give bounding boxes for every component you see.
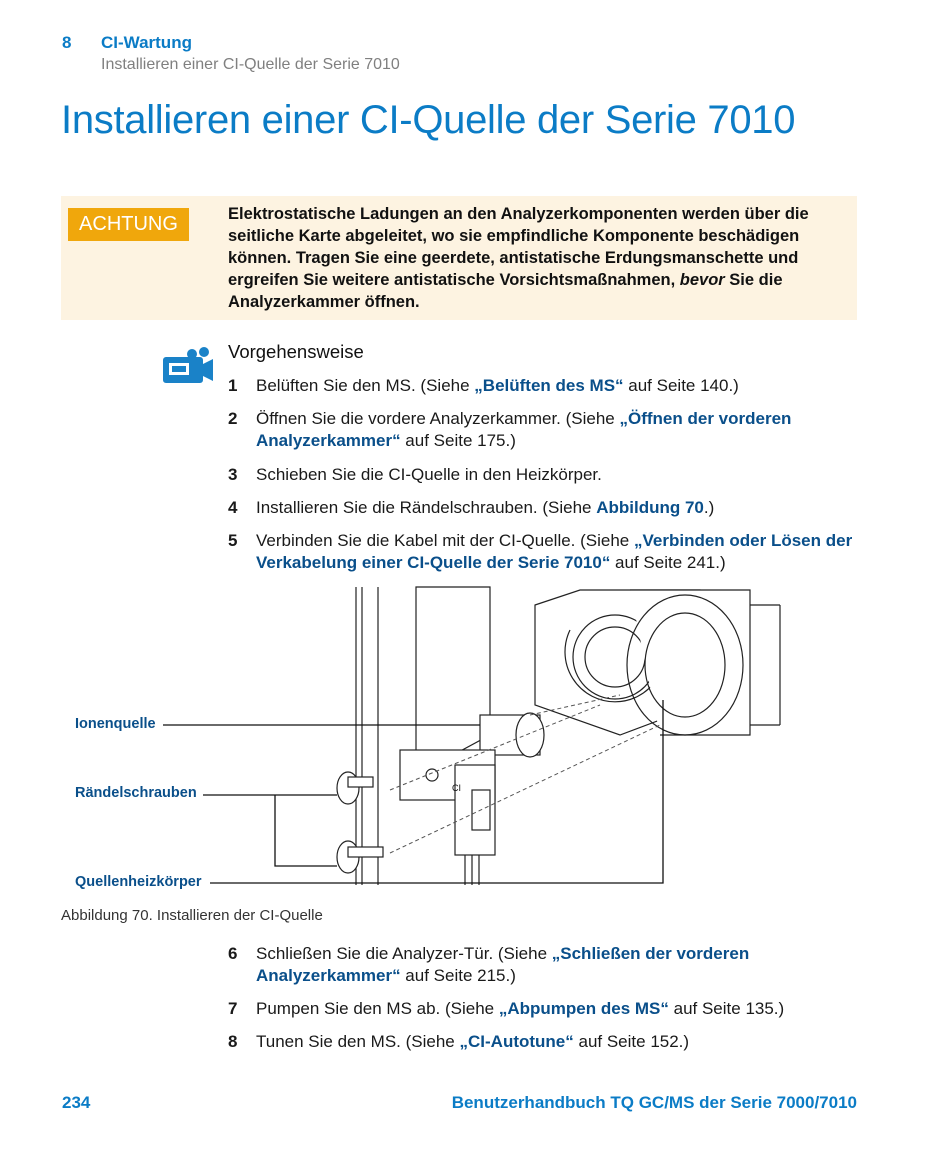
warning-badge: ACHTUNG [68, 208, 189, 241]
step-number: 6 [228, 944, 238, 963]
step-text [256, 497, 868, 519]
cross-reference-link[interactable]: „Öffnen der vorderen Analyzerkammer“ [256, 409, 792, 450]
step-text-post: auf Seite 135.) [668, 999, 785, 1018]
step-text [256, 375, 868, 397]
page-number: 234 [62, 1093, 91, 1112]
procedure-step [228, 408, 868, 452]
step-number: 1 [228, 376, 238, 395]
cross-reference-link[interactable]: „Abpumpen des MS“ [498, 999, 669, 1018]
page-title: Installieren einer CI-Quelle der Serie 7010 [61, 98, 796, 142]
step-text-pre: Tunen Sie den MS. (Siehe [256, 1032, 460, 1051]
step-text-pre: Verbinden Sie die Kabel mit der CI-Quelle. (Siehe [256, 531, 634, 550]
step-text-pre: Öffnen Sie die vordere Analyzerkammer. (Siehe [256, 409, 620, 428]
ci-source-installation-figure [60, 585, 860, 890]
step-text-post: .) [703, 498, 715, 517]
figure-caption: Abbildung 70. Installieren der CI-Quelle [61, 907, 323, 924]
figure-reference-link[interactable]: Abbildung 70 [596, 498, 704, 517]
step-text [256, 1031, 868, 1053]
section-title: Installieren einer CI-Quelle der Serie 7010 [101, 56, 400, 73]
step-text-post: auf Seite 241.) [610, 553, 726, 572]
procedure-heading: Vorgehensweise [228, 341, 364, 362]
step-number: 8 [228, 1032, 238, 1051]
step-text-post: auf Seite 175.) [400, 431, 516, 450]
step-number: 3 [228, 465, 238, 484]
warning-text [228, 203, 838, 313]
warning-emphasis: bevor [679, 271, 725, 289]
chapter-number: 8 [62, 33, 72, 52]
callout-source-heater: Quellenheizkörper [75, 874, 202, 890]
procedure-step [228, 998, 868, 1020]
procedure-step [228, 1031, 868, 1053]
step-number: 2 [228, 409, 238, 428]
step-text-post: auf Seite 152.) [573, 1032, 690, 1051]
step-text [256, 408, 868, 452]
warning-text-after: Sie die Analyzerkammer öffnen. [228, 271, 783, 311]
callout-ion-source: Ionenquelle [75, 716, 156, 732]
step-text [256, 464, 868, 486]
step-text-pre: Pumpen Sie den MS ab. (Siehe [256, 999, 499, 1018]
chapter-title: CI-Wartung [101, 33, 192, 52]
step-number: 5 [228, 531, 238, 550]
procedure-step [228, 497, 868, 519]
cross-reference-link[interactable]: „Verbinden oder Lösen der Verkabelung einer CI-Quelle der Serie 7010“ [256, 531, 853, 572]
step-text [256, 998, 868, 1020]
procedure-step [228, 464, 868, 486]
callout-thumbscrews: Rändelschrauben [75, 785, 197, 801]
procedure-step [228, 375, 868, 397]
step-number: 4 [228, 498, 238, 517]
step-number: 7 [228, 999, 238, 1018]
step-text-pre: Schließen Sie die Analyzer-Tür. (Siehe [256, 944, 552, 963]
step-text-pre: Belüften Sie den MS. (Siehe [256, 376, 475, 395]
step-text-pre: Installieren Sie die Rändelschrauben. (Siehe [256, 498, 597, 517]
step-text [256, 530, 868, 574]
procedure-step [228, 943, 868, 987]
cross-reference-link[interactable]: „CI-Autotune“ [459, 1032, 574, 1051]
step-text-pre: Schieben Sie die CI-Quelle in den Heizkörper. [256, 465, 602, 484]
step-text-post: auf Seite 215.) [400, 966, 516, 985]
warning-text-before: Elektrostatische Ladungen an den Analyzerkomponenten werden über die seitliche Karte abgeleitet, wo sie empfindliche Komponente beschädigen können. Tragen Sie eine geerdete, antistatische Erdungsmanschette und ergreifen Sie weitere antistatische Vorsichtsmaßnahmen, [228, 205, 809, 289]
manual-title: Benutzerhandbuch TQ GC/MS der Serie 7000/7010 [451, 1093, 857, 1112]
cross-reference-link[interactable]: „Belüften des MS“ [474, 376, 624, 395]
step-text [256, 943, 868, 987]
video-camera-icon [162, 345, 214, 385]
procedure-step [228, 530, 868, 574]
cross-reference-link[interactable]: „Schließen der vorderen Analyzerkammer“ [256, 944, 750, 985]
step-text-post: auf Seite 140.) [623, 376, 739, 395]
ci-part-label: CI [452, 783, 461, 793]
